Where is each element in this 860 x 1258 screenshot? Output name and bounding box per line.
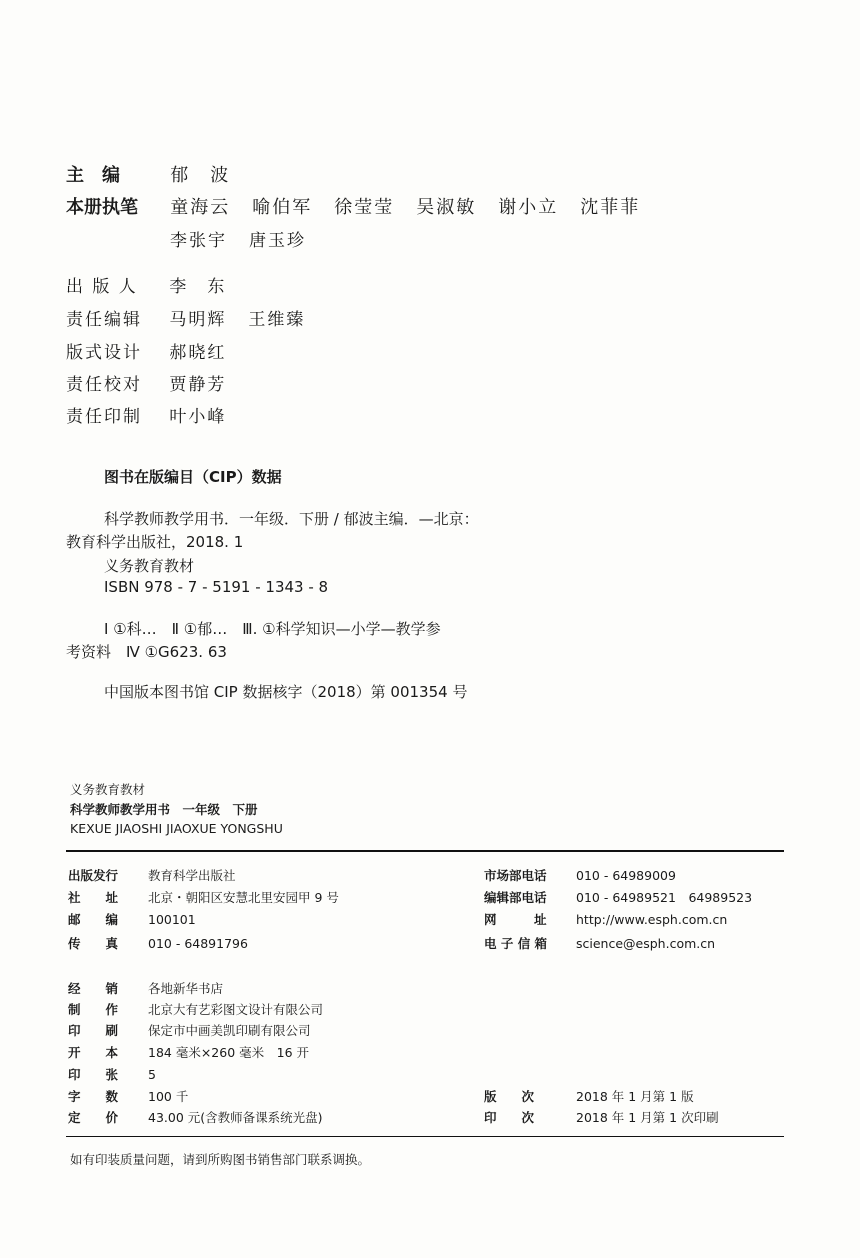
info-value: 43.00 元(含教师备课系统光盘): [148, 1110, 323, 1125]
info-label: 电 子 信 箱: [484, 936, 548, 951]
info-label: 社 址: [68, 890, 119, 905]
info-value: http://www.esph.com.cn: [576, 912, 728, 927]
writer-name: 徐莹莹: [334, 197, 395, 218]
info-value: 2018 年 1 月第 1 版: [576, 1089, 694, 1104]
writers-line-2: [170, 226, 328, 251]
info-label: 开 本: [68, 1045, 119, 1060]
info-label: 印 次: [484, 1110, 535, 1125]
cip-heading: 图书在版编目（CIP）数据: [104, 468, 282, 486]
proofreading-name: 贾静芳: [169, 375, 227, 395]
info-label: 印 张: [68, 1067, 119, 1082]
chief-editor-name: 郁 波: [170, 165, 231, 186]
info-left-row: [68, 910, 196, 928]
production-row: [68, 1021, 311, 1039]
edition-row: [484, 1087, 694, 1105]
chief-editor-label: 主 编: [66, 165, 120, 186]
info-value: 010 - 64891796: [148, 936, 248, 951]
chief-editor-row: [66, 161, 230, 187]
responsible-editor-name: 马明辉: [169, 310, 227, 330]
production-row: [68, 1087, 188, 1105]
top-divider: [66, 850, 784, 852]
info-label: 版 次: [484, 1089, 535, 1104]
info-label: 网 址: [484, 912, 547, 927]
bottom-divider: [66, 1136, 784, 1137]
edition-row: [484, 1108, 719, 1126]
info-value: 北京・朝阳区安慧北里安园甲 9 号: [148, 890, 339, 905]
proofreading-row: [66, 370, 226, 395]
production-row: [68, 1043, 309, 1061]
writers-line-1: [170, 197, 662, 218]
production-row: [68, 1065, 156, 1083]
responsible-editor-name: 王维臻: [248, 310, 306, 330]
info-label: 编辑部电话: [484, 890, 547, 905]
cip-record-number: 中国版本图书馆 CIP 数据核字（2018）第 001354 号: [104, 683, 468, 701]
layout-design-label: 版式设计: [66, 343, 142, 363]
info-value: 184 毫米×260 毫米 16 开: [148, 1045, 310, 1060]
book-series: 义务教育教材: [70, 782, 146, 797]
production-row: [68, 979, 223, 997]
layout-design-name: 郝晓红: [169, 343, 227, 363]
info-left-row: [68, 888, 339, 906]
footer-note: 如有印装质量问题，请到所购图书销售部门联系调换。: [70, 1152, 371, 1167]
info-right-row: [484, 888, 752, 906]
info-value: 保定市中画美凯印刷有限公司: [148, 1023, 311, 1038]
info-label: 邮 编: [68, 912, 119, 927]
info-value: 100101: [148, 912, 196, 927]
writer-name: 李张宇: [170, 231, 227, 251]
printing-supervisor-label: 责任印制: [66, 407, 142, 427]
proofreading-label: 责任校对: [66, 375, 142, 395]
writers-row: [66, 193, 662, 219]
info-value: 5: [148, 1067, 156, 1082]
writer-name: 沈菲菲: [580, 197, 641, 218]
info-label: 制 作: [68, 1002, 119, 1017]
cip-line: 考资料 Ⅳ ①G623. 63: [66, 643, 227, 661]
info-label: 定 价: [68, 1110, 119, 1125]
info-label: 字 数: [68, 1089, 119, 1104]
info-label: 出版发行: [68, 868, 119, 883]
responsible-editor-row: [66, 305, 327, 330]
info-label: 市场部电话: [484, 868, 547, 883]
publisher-person-name: 李 东: [169, 277, 227, 297]
publisher-person-label: 出 版 人: [66, 277, 138, 297]
book-title-pinyin: KEXUE JIAOSHI JIAOXUE YONGSHU: [70, 821, 283, 836]
cip-line: 科学教师教学用书．一年级．下册 / 郁波主编．—北京：: [104, 510, 479, 528]
cip-line: 义务教育教材: [104, 557, 195, 575]
info-value: 北京大有艺彩图文设计有限公司: [148, 1002, 324, 1017]
printing-supervisor-row: [66, 402, 226, 427]
writer-name: 喻伯军: [252, 197, 313, 218]
info-value: 010 - 64989521 64989523: [576, 890, 753, 905]
info-right-row: [484, 910, 727, 928]
production-row: [68, 1108, 323, 1126]
book-title: 科学教师教学用书 一年级 下册: [70, 802, 258, 817]
info-label: 传 真: [68, 936, 119, 951]
info-right-row: [484, 934, 715, 952]
info-value: 100 千: [148, 1089, 189, 1104]
writers-label: 本册执笔: [66, 197, 138, 218]
cip-isbn: ISBN 978 - 7 - 5191 - 1343 - 8: [104, 578, 329, 596]
info-value: 2018 年 1 月第 1 次印刷: [576, 1110, 719, 1125]
writer-name: 唐玉珍: [249, 231, 306, 251]
info-left-row: [68, 866, 236, 884]
info-value: 010 - 64989009: [576, 868, 676, 883]
info-value: 各地新华书店: [148, 981, 224, 996]
cip-line: 教育科学出版社，2018. 1: [66, 533, 244, 551]
writer-name: 谢小立: [498, 197, 559, 218]
publisher-person-row: [66, 272, 226, 297]
info-label: 印 刷: [68, 1023, 119, 1038]
info-left-row: [68, 934, 248, 952]
info-value: science@esph.com.cn: [576, 936, 716, 951]
layout-design-row: [66, 338, 226, 363]
info-label: 经 销: [68, 981, 119, 996]
info-value: 教育科学出版社: [148, 868, 236, 883]
production-row: [68, 1000, 323, 1018]
printing-supervisor-name: 叶小峰: [169, 407, 227, 427]
cip-line: Ⅰ ①科… Ⅱ ①郁… Ⅲ. ①科学知识—小学—教学参: [104, 620, 441, 638]
responsible-editor-label: 责任编辑: [66, 310, 142, 330]
info-right-row: [484, 866, 676, 884]
writer-name: 吴淑敏: [416, 197, 477, 218]
writer-name: 童海云: [170, 197, 231, 218]
